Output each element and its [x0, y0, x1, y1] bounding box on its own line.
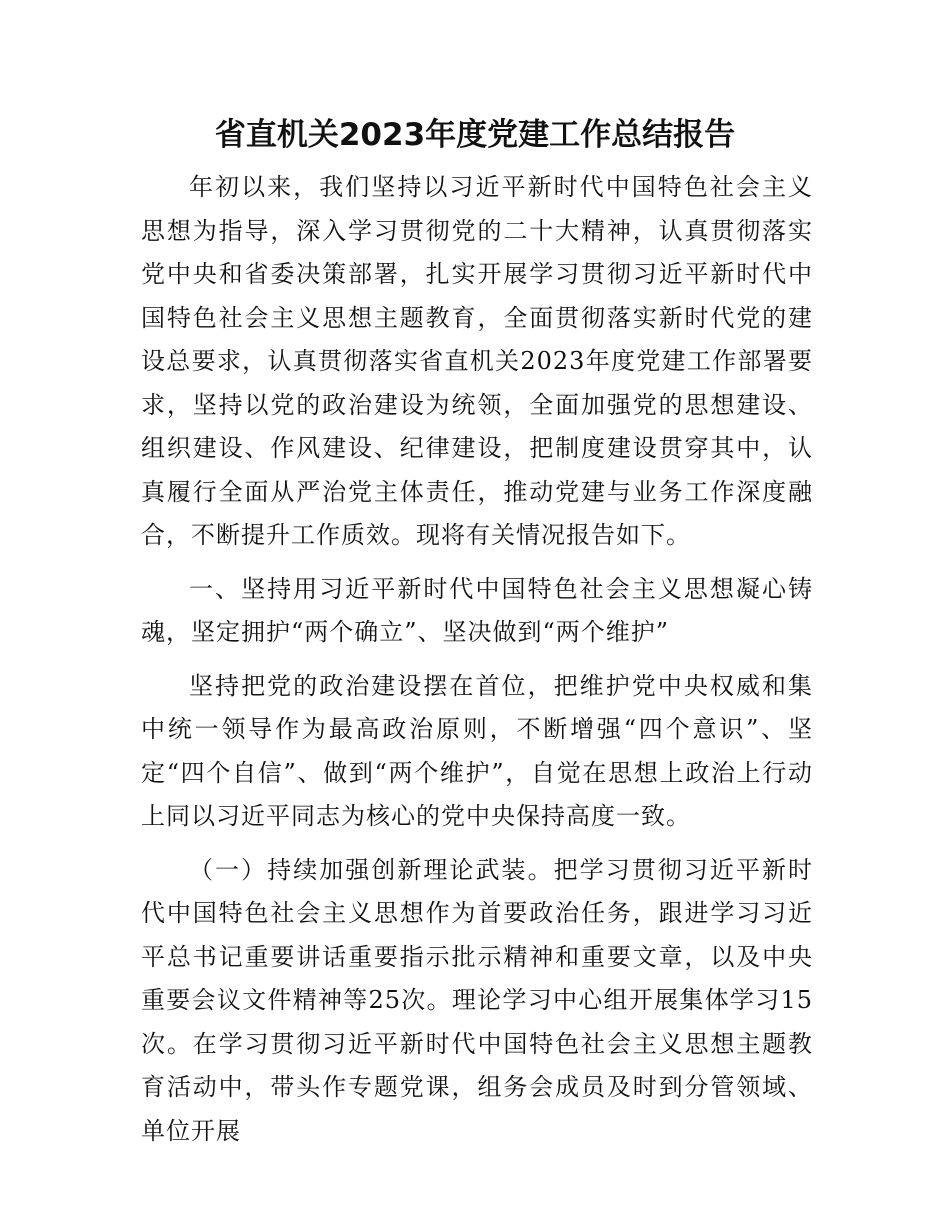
section-paragraph-1: 坚持把党的政治建设摆在首位，把维护党中央权威和集中统一领导作为最高政治原则，不断增强“四个意识”、坚定“四个自信”、做到“两个维护”，自觉在思想上政治上行动上同以习近平同志为核心的党中央保持高度一致。: [141, 671, 813, 830]
subsection-paragraph-1: （一）持续加强创新理论武装。把学习贯彻习近平新时代中国特色社会主义思想作为首要政治任务，跟进学习习近平总书记重要讲话重要指示批示精神和重要文章，以及中央重要会议文件精神等25次。理论学习中心组开展集体学习15次。在学习贯彻习近平新时代中国特色社会主义思想主题教育活动中，带头作专题党课，组务会成员及时到分管领域、单位开展: [141, 855, 813, 1145]
section-heading-1: 一、坚持用习近平新时代中国特色社会主义思想凝心铸魂，坚定拥护“两个确立”、坚决做到“两个维护”: [141, 574, 813, 646]
intro-paragraph: 年初以来，我们坚持以习近平新时代中国特色社会主义思想为指导，深入学习贯彻党的二十大精神，认真贯彻落实党中央和省委决策部署，扎实开展学习贯彻习近平新时代中国特色社会主义思想主题教育，全面贯彻落实新时代党的建设总要求，认真贯彻落实省直机关2023年度党建工作部署要求，坚持以党的政治建设为统领，全面加强党的思想建设、组织建设、作风建设、纪律建设，把制度建设贯穿其中，认真履行全面从严治党主体责任，推动党建与业务工作深度融合，不断提升工作质效。现将有关情况报告如下。: [141, 173, 813, 549]
document-body: [141, 166, 813, 1163]
document-title: 省直机关2023年度党建工作总结报告: [214, 117, 736, 153]
